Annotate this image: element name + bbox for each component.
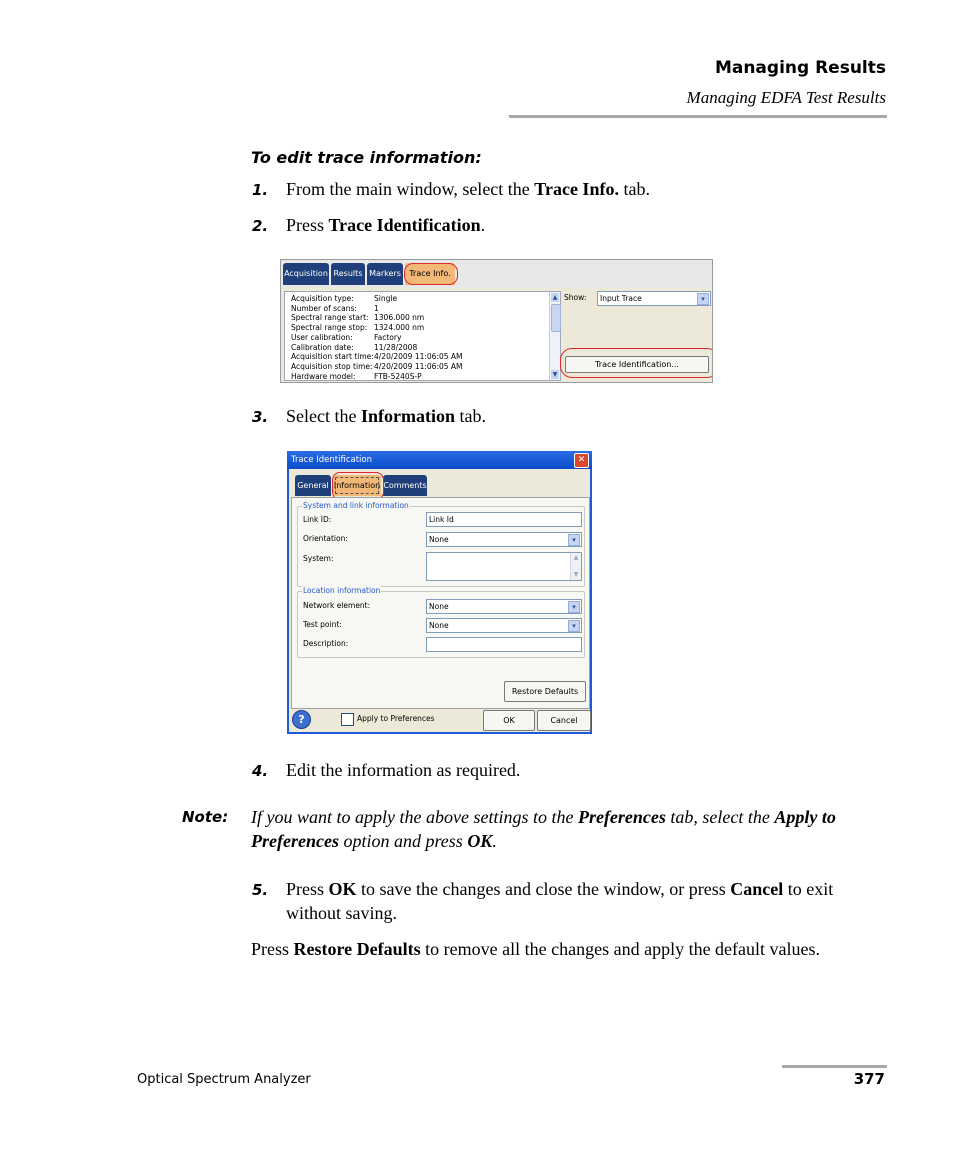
apply-preferences-checkbox[interactable]: [341, 713, 354, 726]
tab-trace-info[interactable]: Trace Info.: [405, 263, 455, 285]
tab-markers[interactable]: Markers: [367, 263, 403, 285]
information-panel: [291, 497, 590, 709]
network-element-select[interactable]: [426, 599, 582, 614]
trace-info-list: [284, 291, 561, 381]
step-5-number: 5.: [252, 881, 269, 899]
step-4-text: Edit the information as required.: [286, 760, 521, 780]
step-3-number: 3.: [252, 408, 269, 426]
step-2-number: 2.: [252, 217, 269, 235]
trace-info-screenshot: [280, 259, 713, 383]
orientation-value: None: [429, 535, 449, 544]
link-id-value: Link Id: [429, 515, 454, 524]
tab-information[interactable]: Information: [333, 475, 381, 496]
info-label: Spectral range start:: [291, 313, 369, 323]
chevron-down-icon: ▾: [568, 601, 580, 613]
trace-identification-dialog: [287, 451, 592, 734]
test-point-select[interactable]: [426, 618, 582, 633]
show-label: Show:: [564, 293, 587, 302]
highlight-information-tab: [332, 472, 384, 500]
info-value: 1324.000 nm: [374, 323, 425, 333]
description-label: Description:: [303, 639, 349, 648]
test-point-value: None: [429, 621, 449, 630]
scroll-down-icon[interactable]: ▼: [573, 571, 579, 578]
info-label: Acquisition stop time:: [291, 361, 373, 371]
info-label: Acquisition type:: [291, 294, 354, 303]
dialog-tab-bar: [291, 472, 588, 496]
step-2-text: Press Trace Identification.: [286, 215, 486, 235]
info-value: FTB-5240S-P: [374, 371, 422, 381]
scroll-up-icon[interactable]: ▲: [573, 554, 579, 561]
location-group: [297, 586, 585, 658]
step-1-number: 1.: [252, 181, 269, 199]
system-link-legend: System and link information: [303, 501, 409, 510]
system-scrollbar[interactable]: [570, 553, 581, 580]
step-4-number: 4.: [252, 762, 269, 780]
info-scrollbar[interactable]: [549, 292, 560, 380]
help-icon[interactable]: ?: [292, 710, 311, 729]
info-value: 1306.000 nm: [374, 313, 425, 323]
location-legend: Location information: [303, 586, 381, 595]
network-element-label: Network element:: [303, 601, 371, 610]
main-tab-bar: [281, 260, 712, 288]
info-value: 11/28/2008: [374, 342, 418, 352]
highlight-trace-info: [404, 263, 458, 285]
test-point-label: Test point:: [303, 620, 342, 629]
ok-button[interactable]: OK: [483, 710, 535, 731]
info-value: 4/20/2009 11:06:05 AM: [374, 361, 463, 371]
orientation-select[interactable]: [426, 532, 582, 547]
footer-rule: [782, 1065, 887, 1068]
tab-general[interactable]: General: [295, 475, 331, 496]
tab-comments[interactable]: Comments: [383, 475, 427, 496]
footer-product-name: Optical Spectrum Analyzer: [137, 1072, 311, 1087]
system-link-group: [297, 501, 585, 587]
step-3-text: Select the Information tab.: [286, 406, 486, 426]
dialog-title: Trace Identification: [291, 455, 372, 465]
trace-identification-button[interactable]: Trace Identification...: [565, 356, 709, 373]
info-label: Spectral range stop:: [291, 323, 368, 333]
highlight-trace-identification: [560, 348, 713, 378]
scroll-thumb[interactable]: [551, 304, 561, 332]
restore-defaults-button[interactable]: Restore Defaults: [504, 681, 586, 702]
step-1-text: From the main window, select the Trace Info. tab.: [286, 179, 650, 199]
cancel-button[interactable]: Cancel: [537, 710, 591, 731]
info-value: Single: [374, 294, 398, 303]
restore-defaults-paragraph: Press Restore Defaults to remove all the changes and apply the default values.: [251, 939, 821, 959]
info-label: Hardware model:: [291, 371, 356, 381]
running-header-title: Managing Results: [714, 58, 886, 78]
system-label: System:: [303, 554, 334, 563]
dialog-titlebar: [287, 451, 592, 469]
network-element-value: None: [429, 602, 449, 611]
info-value: 4/20/2009 11:06:05 AM: [374, 352, 463, 362]
dialog-client-area: [289, 469, 590, 732]
chevron-down-icon: ▾: [697, 293, 709, 305]
scroll-up-icon[interactable]: ▲: [552, 294, 558, 301]
tab-acquisition[interactable]: Acquisition: [283, 263, 329, 285]
apply-preferences-label: Apply to Preferences: [357, 714, 435, 723]
note-label: Note:: [182, 808, 229, 826]
step-5-text: Press OK to save the changes and close the window, or press Cancel to exit without saving.: [286, 879, 834, 923]
info-value: Factory: [374, 332, 402, 342]
info-label: Calibration date:: [291, 342, 354, 352]
orientation-label: Orientation:: [303, 534, 348, 543]
link-id-input[interactable]: [426, 512, 582, 527]
info-label: Acquisition start time:: [291, 352, 374, 362]
system-textarea[interactable]: [426, 552, 582, 581]
running-header-subtitle: Managing EDFA Test Results: [686, 88, 886, 107]
close-icon[interactable]: ✕: [574, 453, 589, 468]
scroll-down-icon[interactable]: ▼: [552, 371, 558, 378]
tab-results[interactable]: Results: [331, 263, 365, 285]
chevron-down-icon: ▾: [568, 534, 580, 546]
header-rule: [509, 115, 887, 118]
chevron-down-icon: ▾: [568, 620, 580, 632]
procedure-title: To edit trace information:: [251, 148, 482, 167]
info-label: User calibration:: [291, 332, 353, 342]
info-label: Number of scans:: [291, 303, 357, 313]
info-value: 1: [374, 303, 379, 313]
description-input[interactable]: [426, 637, 582, 652]
link-id-label: Link ID:: [303, 515, 332, 524]
show-select-value: Input Trace: [600, 294, 642, 303]
note-text: If you want to apply the above settings to the Preferences tab, select the Apply to Preferences option and press OK.: [251, 807, 836, 851]
page-number: 377: [853, 1070, 885, 1088]
show-select[interactable]: [597, 291, 711, 306]
